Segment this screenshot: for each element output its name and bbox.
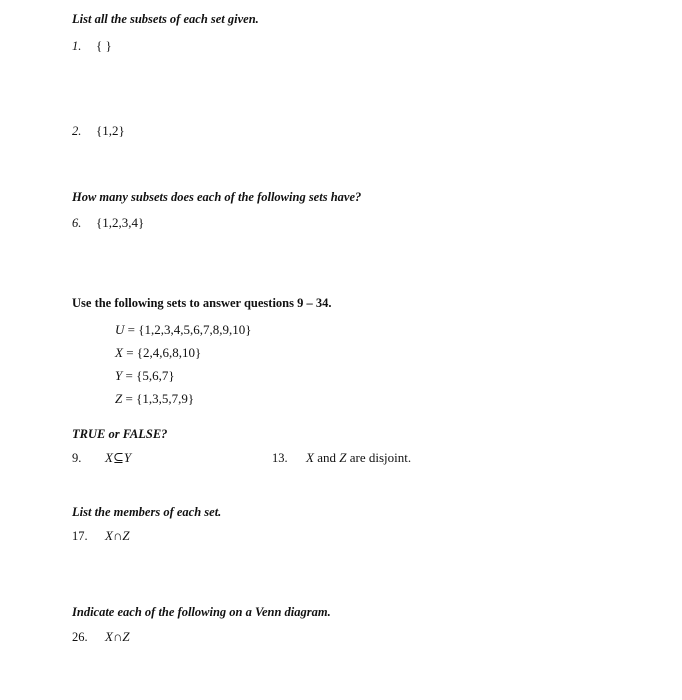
- set-value: {1,3,5,7,9}: [136, 391, 195, 406]
- intersection-operator: ∩: [112, 629, 123, 644]
- connector-text: and: [317, 450, 336, 465]
- set-value: {5,6,7}: [136, 368, 175, 383]
- question-statement: [306, 450, 411, 466]
- set-symbol: X: [306, 450, 314, 465]
- question-number: 6.: [72, 216, 82, 230]
- set-definition-x: [115, 345, 201, 361]
- equals-sign: =: [125, 391, 133, 406]
- set-definition-y: [115, 368, 175, 384]
- set-value: {1,2,3,4,5,6,7,8,9,10}: [138, 322, 252, 337]
- subset-operator: ⊆: [112, 450, 124, 465]
- set-symbol: Z: [122, 528, 130, 543]
- section-heading-list-members: List the members of each set.: [72, 505, 222, 519]
- set-symbol: X: [105, 629, 113, 644]
- question-number: 9.: [72, 451, 82, 465]
- question-set: {1,2,3,4}: [96, 215, 145, 230]
- question-expression: [105, 528, 130, 544]
- set-symbol: X: [105, 528, 113, 543]
- statement-text: are disjoint.: [349, 450, 412, 465]
- section-heading-true-false: TRUE or FALSE?: [72, 427, 168, 441]
- section-heading-use-sets: Use the following sets to answer questions 9 – 34.: [72, 296, 332, 310]
- set-name: Y: [115, 368, 123, 383]
- section-heading-count-subsets: How many subsets does each of the following sets have?: [72, 190, 362, 204]
- question-expression: [105, 450, 131, 466]
- set-symbol: Z: [122, 629, 130, 644]
- intersection-operator: ∩: [112, 528, 123, 543]
- equals-sign: =: [127, 322, 135, 337]
- question-expression: [105, 629, 130, 645]
- question-number: 13.: [272, 451, 288, 465]
- question-set: { }: [96, 38, 112, 53]
- equals-sign: =: [125, 368, 133, 383]
- question-number: 26.: [72, 630, 88, 644]
- question-number: 1.: [72, 39, 82, 53]
- set-definition-u: [115, 322, 251, 338]
- question-set: {1,2}: [96, 123, 125, 138]
- equals-sign: =: [126, 345, 134, 360]
- section-heading-list-subsets: List all the subsets of each set given.: [72, 12, 259, 26]
- set-definition-z: [115, 391, 194, 407]
- question-number: 17.: [72, 529, 88, 543]
- set-name: X: [115, 345, 123, 360]
- question-number: 2.: [72, 124, 82, 138]
- set-symbol: Y: [123, 450, 132, 465]
- set-name: Z: [115, 391, 123, 406]
- set-symbol: X: [105, 450, 113, 465]
- set-symbol: Z: [339, 450, 347, 465]
- set-value: {2,4,6,8,10}: [136, 345, 202, 360]
- section-heading-venn: Indicate each of the following on a Venn diagram.: [72, 605, 331, 619]
- set-name: U: [115, 322, 125, 337]
